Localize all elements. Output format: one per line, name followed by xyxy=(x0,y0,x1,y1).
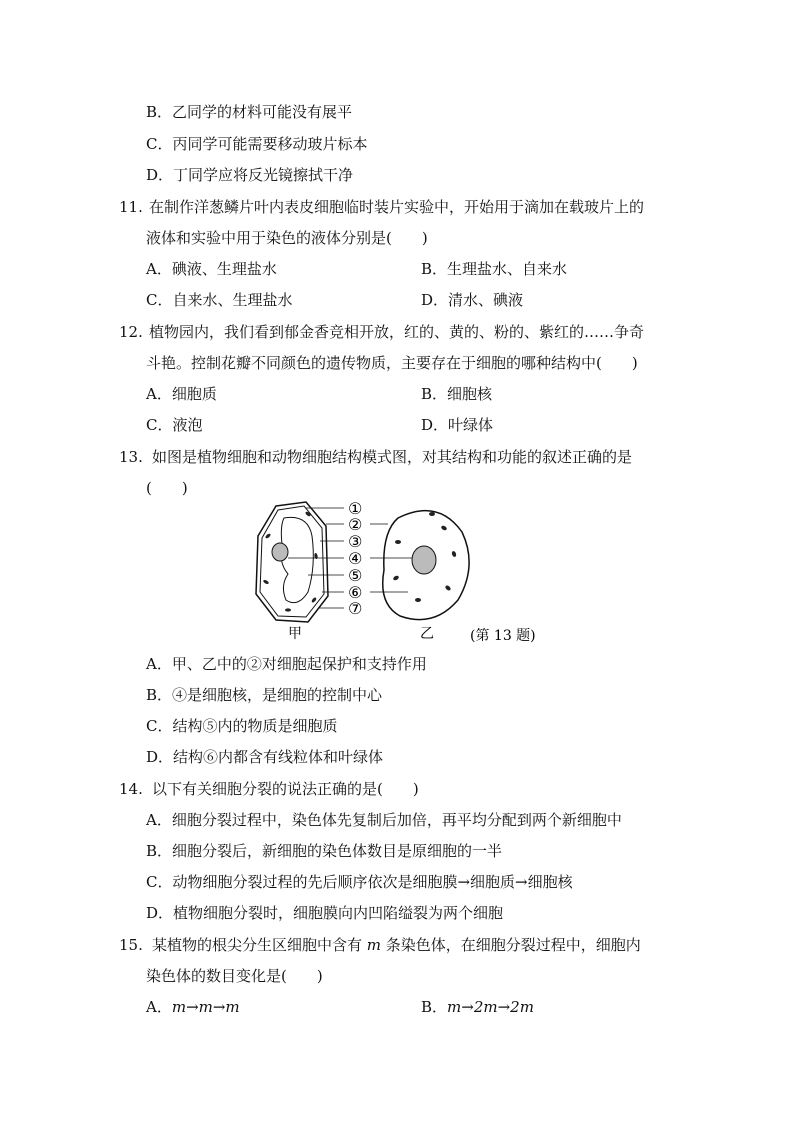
q15-stem-line1 xyxy=(152,935,641,955)
q10-option-d: D．丁同学应将反光镜擦拭干净 xyxy=(146,166,354,184)
figure-caption: (第 13 题) xyxy=(470,628,536,644)
q12-option-c: C．液泡 xyxy=(146,416,203,434)
mitochondrion xyxy=(451,550,457,557)
chloroplast xyxy=(265,533,272,539)
mitochondrion xyxy=(415,598,421,602)
q13-number: 13. xyxy=(119,448,143,466)
chloroplast xyxy=(285,608,291,611)
plant-nucleus xyxy=(272,543,288,561)
q14-option-c: C．动物细胞分裂过程的先后顺序依次是细胞膜→细胞质→细胞核 xyxy=(146,873,573,891)
marker-3: ③ xyxy=(348,532,363,551)
q13-option-b: B．④是细胞核，是细胞的控制中心 xyxy=(146,686,383,704)
q12-option-b: B．细胞核 xyxy=(421,385,493,403)
marker-4: ④ xyxy=(348,549,363,568)
cell-diagram xyxy=(248,496,548,644)
q10-option-b: B．乙同学的材料可能没有展平 xyxy=(146,103,353,121)
q13-stem-line1: 如图是植物细胞和动物细胞结构模式图，对其结构和功能的叙述正确的是 xyxy=(152,448,633,466)
plant-cell-wall xyxy=(256,502,328,622)
animal-nucleus xyxy=(412,546,436,574)
q14-option-a: A．细胞分裂过程中，染色体先复制后加倍，再平均分配到两个新细胞中 xyxy=(146,811,622,829)
q11-option-b: B．生理盐水、自来水 xyxy=(421,260,568,278)
marker-6: ⑥ xyxy=(348,583,363,602)
marker-1: ① xyxy=(348,499,363,518)
marker-2: ② xyxy=(348,515,363,534)
q11-option-c: C．自来水、生理盐水 xyxy=(146,291,293,309)
mitochondrion xyxy=(429,512,435,516)
q11-number: 11. xyxy=(119,198,143,216)
q14-stem-line1: 以下有关细胞分裂的说法正确的是( ) xyxy=(152,780,419,798)
plant-vacuole xyxy=(281,517,313,602)
q11-stem-line1: 在制作洋葱鳞片叶内表皮细胞临时装片实验中，开始用于滴加在载玻片上的 xyxy=(149,198,645,216)
label-jia: 甲 xyxy=(288,626,302,642)
marker-5: ⑤ xyxy=(348,566,363,585)
q14-option-d: D．植物细胞分裂时，细胞膜向内凹陷缢裂为两个细胞 xyxy=(146,904,504,922)
mitochondrion xyxy=(392,575,399,581)
q15-option-a xyxy=(146,997,240,1017)
q12-stem-line2: 斗艳。控制花瓣不同颜色的遗传物质，主要存在于细胞的哪种结构中( ) xyxy=(146,354,638,372)
q13-option-a: A．甲、乙中的②对细胞起保护和支持作用 xyxy=(146,655,427,673)
q15-number: 15. xyxy=(119,936,143,954)
q15-option-b xyxy=(421,997,534,1017)
marker-7: ⑦ xyxy=(348,599,363,618)
chloroplast xyxy=(311,597,317,604)
mitochondrion xyxy=(440,525,447,531)
q15-option-b-expr: m→2m→2m xyxy=(447,998,534,1016)
q15-stem-line2: 染色体的数目变化是( ) xyxy=(146,967,323,985)
q12-number: 12. xyxy=(119,323,143,341)
q13-option-c: C．结构⑤内的物质是细胞质 xyxy=(146,717,338,735)
chloroplast xyxy=(263,579,270,585)
q13-option-d: D．结构⑥内都含有线粒体和叶绿体 xyxy=(146,748,384,766)
mitochondrion xyxy=(395,540,401,544)
q14-number: 14. xyxy=(119,780,143,798)
q14-option-b: B．细胞分裂后，新细胞的染色体数目是原细胞的一半 xyxy=(146,842,503,860)
q11-option-a: A．碘液、生理盐水 xyxy=(146,260,277,278)
cell-structure-figure xyxy=(248,496,548,644)
q15-option-a-prefix: A． xyxy=(146,998,172,1016)
q12-stem-line1: 植物园内，我们看到郁金香竞相开放，红的、黄的、粉的、紫红的……争奇 xyxy=(149,323,645,341)
label-yi: 乙 xyxy=(420,626,434,642)
q15-stem-var: m xyxy=(366,936,382,954)
q12-option-a: A．细胞质 xyxy=(146,385,217,403)
q11-option-d: D．清水、碘液 xyxy=(421,291,524,309)
q13-stem-line2: ( ) xyxy=(146,479,188,497)
q10-option-c: C．丙同学可能需要移动玻片标本 xyxy=(146,135,368,153)
q11-stem-line2: 液体和实验中用于染色的液体分别是( ) xyxy=(146,229,428,247)
q15-stem-part-a: 某植物的根尖分生区细胞中含有 xyxy=(152,936,367,954)
q15-option-b-prefix: B． xyxy=(421,998,448,1016)
mitochondrion xyxy=(444,585,451,592)
q12-option-d: D．叶绿体 xyxy=(421,416,494,434)
q15-stem-part-b: 条染色体，在细胞分裂过程中，细胞内 xyxy=(381,936,641,954)
q15-option-a-expr: m→m→m xyxy=(171,998,240,1016)
